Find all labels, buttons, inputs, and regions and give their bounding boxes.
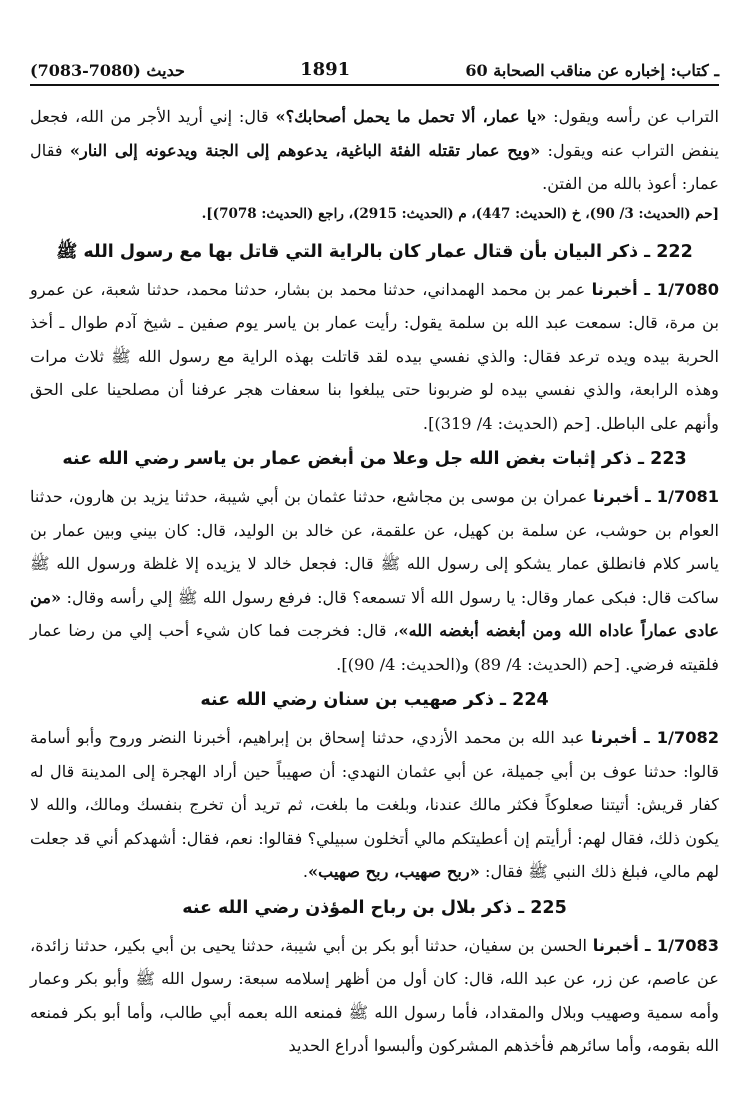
- hadith-text: الحسن بن سفيان، حدثنا أبو بكر بن أبي شيبة، حدثنا يحيى بن أبي بكير، حدثنا زائدة، عن عاصم، عن زر، عن عبد الله، قال: كان أول من أظهر إسلامه سبعة: رسول الله ﷺ وأبو بكر وعمار وأمه سمية وصهيب وبلال والمقداد، فأما رسول الله ﷺ فمنعه الله بعمه أبي طالب، وأما أبو بكر فمنعه الله بقومه، وأما سائرهم فأخذهم المشركون وألبسوا أدراع الحديد: [30, 935, 719, 1055]
- continued-paragraph: [30, 100, 719, 201]
- section-heading-224: 224 ـ ذكر صهيب بن سنان رضي الله عنه: [200, 690, 549, 710]
- hadith-text: عمر بن محمد الهمداني، حدثنا محمد بن بشار، حدثنا محمد، حدثنا شعبة، عن عمرو بن مرة، قال: سمعت عبد الله بن سلمة يقول: رأيت عمار بن ياسر يوم صفين ـ شيخ آدم طوال ـ أخذ الحربة بيده ويده ترعد فقال: والذي نفسي بيده لقد قاتلت بهذه الراية مع رسول الله ﷺ ثلاث مرات وهذه الرابعة، والذي نفسي بيده لو ضربونا حتى يبلغوا بنا سعفات هجر عرفنا أن مصلحينا على الحق وأنهم على الباطل.: [30, 279, 719, 433]
- hadith-text: عبد الله بن محمد الأزدي، حدثنا إسحاق بن إبراهيم، أخبرنا النضر وروح وأبو أسامة قالوا: حدثنا عوف بن أبي جميلة، عن أبي عثمان النهدي: أن صهيباً حين أراد الهجرة إلى المدينة قال له كفار قريش: أتيتنا صعلوكاً فكثر مالك عندنا، وبلغت ما بلغت، ثم تريد أن تخرج بنفسك ومالك، والله لا يكون ذلك، فقال لهم: أرأيتم إن أعطيتكم مالي أتخلون سبيلي؟ فقالوا: نعم، فقال: أشهدكم أني قد جعلت لهم مالي، فبلغ ذلك النبي ﷺ فقال:: [30, 728, 719, 881]
- hadith-7082: [30, 721, 719, 889]
- prophet-quote: «ربح صهيب، ربح صهيب»: [307, 862, 480, 881]
- hadith-7081: [30, 480, 719, 681]
- page-number: 1891: [300, 59, 351, 80]
- hadith-text: عمران بن موسى بن مجاشع، حدثنا عثمان بن أبي شيبة، حدثنا يزيد بن هارون، حدثنا العوام بن حوشب، عن سلمة بن كهيل، عن علقمة، عن خالد بن الوليد، قال: كان بيني وبين عمار بن ياسر كلام فانطلق عمار يشكو إلى رسول الله ﷺ قال: فجعل خالد لا يزيده إلا غلظة ورسول الله ﷺ ساكت قال: فبكى عمار وقال: يا رسول الله ألا تسمعه؟ قال: فرفع رسول الله ﷺ إلي رأسه وقال:: [30, 487, 719, 607]
- hadith-text: .: [302, 862, 308, 881]
- source-reference: [حم (الحديث: 4/ 319)].: [422, 413, 596, 433]
- text: فقال عمار: أعوذ بالله من الفتن.: [30, 140, 719, 193]
- source-reference: [حم (الحديث: 4/ 89) و(الحديث: 4/ 90)].: [336, 654, 626, 674]
- page-body: [30, 100, 719, 1115]
- hadith-text: ، قال: فخرجت فما كان شيء أحب إلي من رضا عمار فلقيته فرضي.: [30, 621, 719, 674]
- section-heading-225: 225 ـ ذكر بلال بن رباح المؤذن رضي الله عنه: [182, 897, 567, 918]
- section-heading-223: 223 ـ ذكر إثبات بغض الله جل وعلا من أبغض عمار بن ياسر رضي الله عنه: [62, 449, 687, 469]
- header-book-title: 60 ـ كتاب: إخباره عن مناقب الصحابة: [465, 61, 719, 80]
- prophet-quote: «من عادى عماراً عاداه الله ومن أبغضه أبغضه الله»: [30, 587, 719, 640]
- source-reference: [حم (الحديث: 3/ 90)، خ (الحديث: 447)، م (الحديث: 2915)، راجع (الحديث: 7078)].: [201, 205, 719, 222]
- prophet-quote: «يا عمار، ألا تحمل ما يحمل أصحابك؟»: [275, 107, 547, 126]
- hadith-7083: [30, 929, 719, 1063]
- running-header: [30, 52, 719, 86]
- hadith-number: 1/7080 ـ أخبرنا: [591, 279, 720, 299]
- text: قال: إني أريد الأجر من الله، فجعل ينفض التراب عنه ويقول:: [30, 107, 719, 160]
- prophet-quote: «ويح عمار تقتله الفئة الباغية، يدعوهم إلى الجنة ويدعونه إلى النار»: [69, 140, 541, 160]
- hadith-number: 1/7083 ـ أخبرنا: [592, 935, 720, 955]
- header-hadith-range: حديث (7080-7083): [30, 61, 185, 80]
- hadith-number: 1/7082 ـ أخبرنا: [591, 728, 719, 747]
- hadith-7080: [30, 273, 719, 441]
- text: التراب عن رأسه ويقول:: [546, 107, 719, 126]
- section-heading-222: 222 ـ ذكر البيان بأن قتال عمار كان بالراية التي قاتل بها مع رسول الله ﷺ: [56, 241, 693, 262]
- hadith-number: 1/7081 ـ أخبرنا: [592, 487, 719, 506]
